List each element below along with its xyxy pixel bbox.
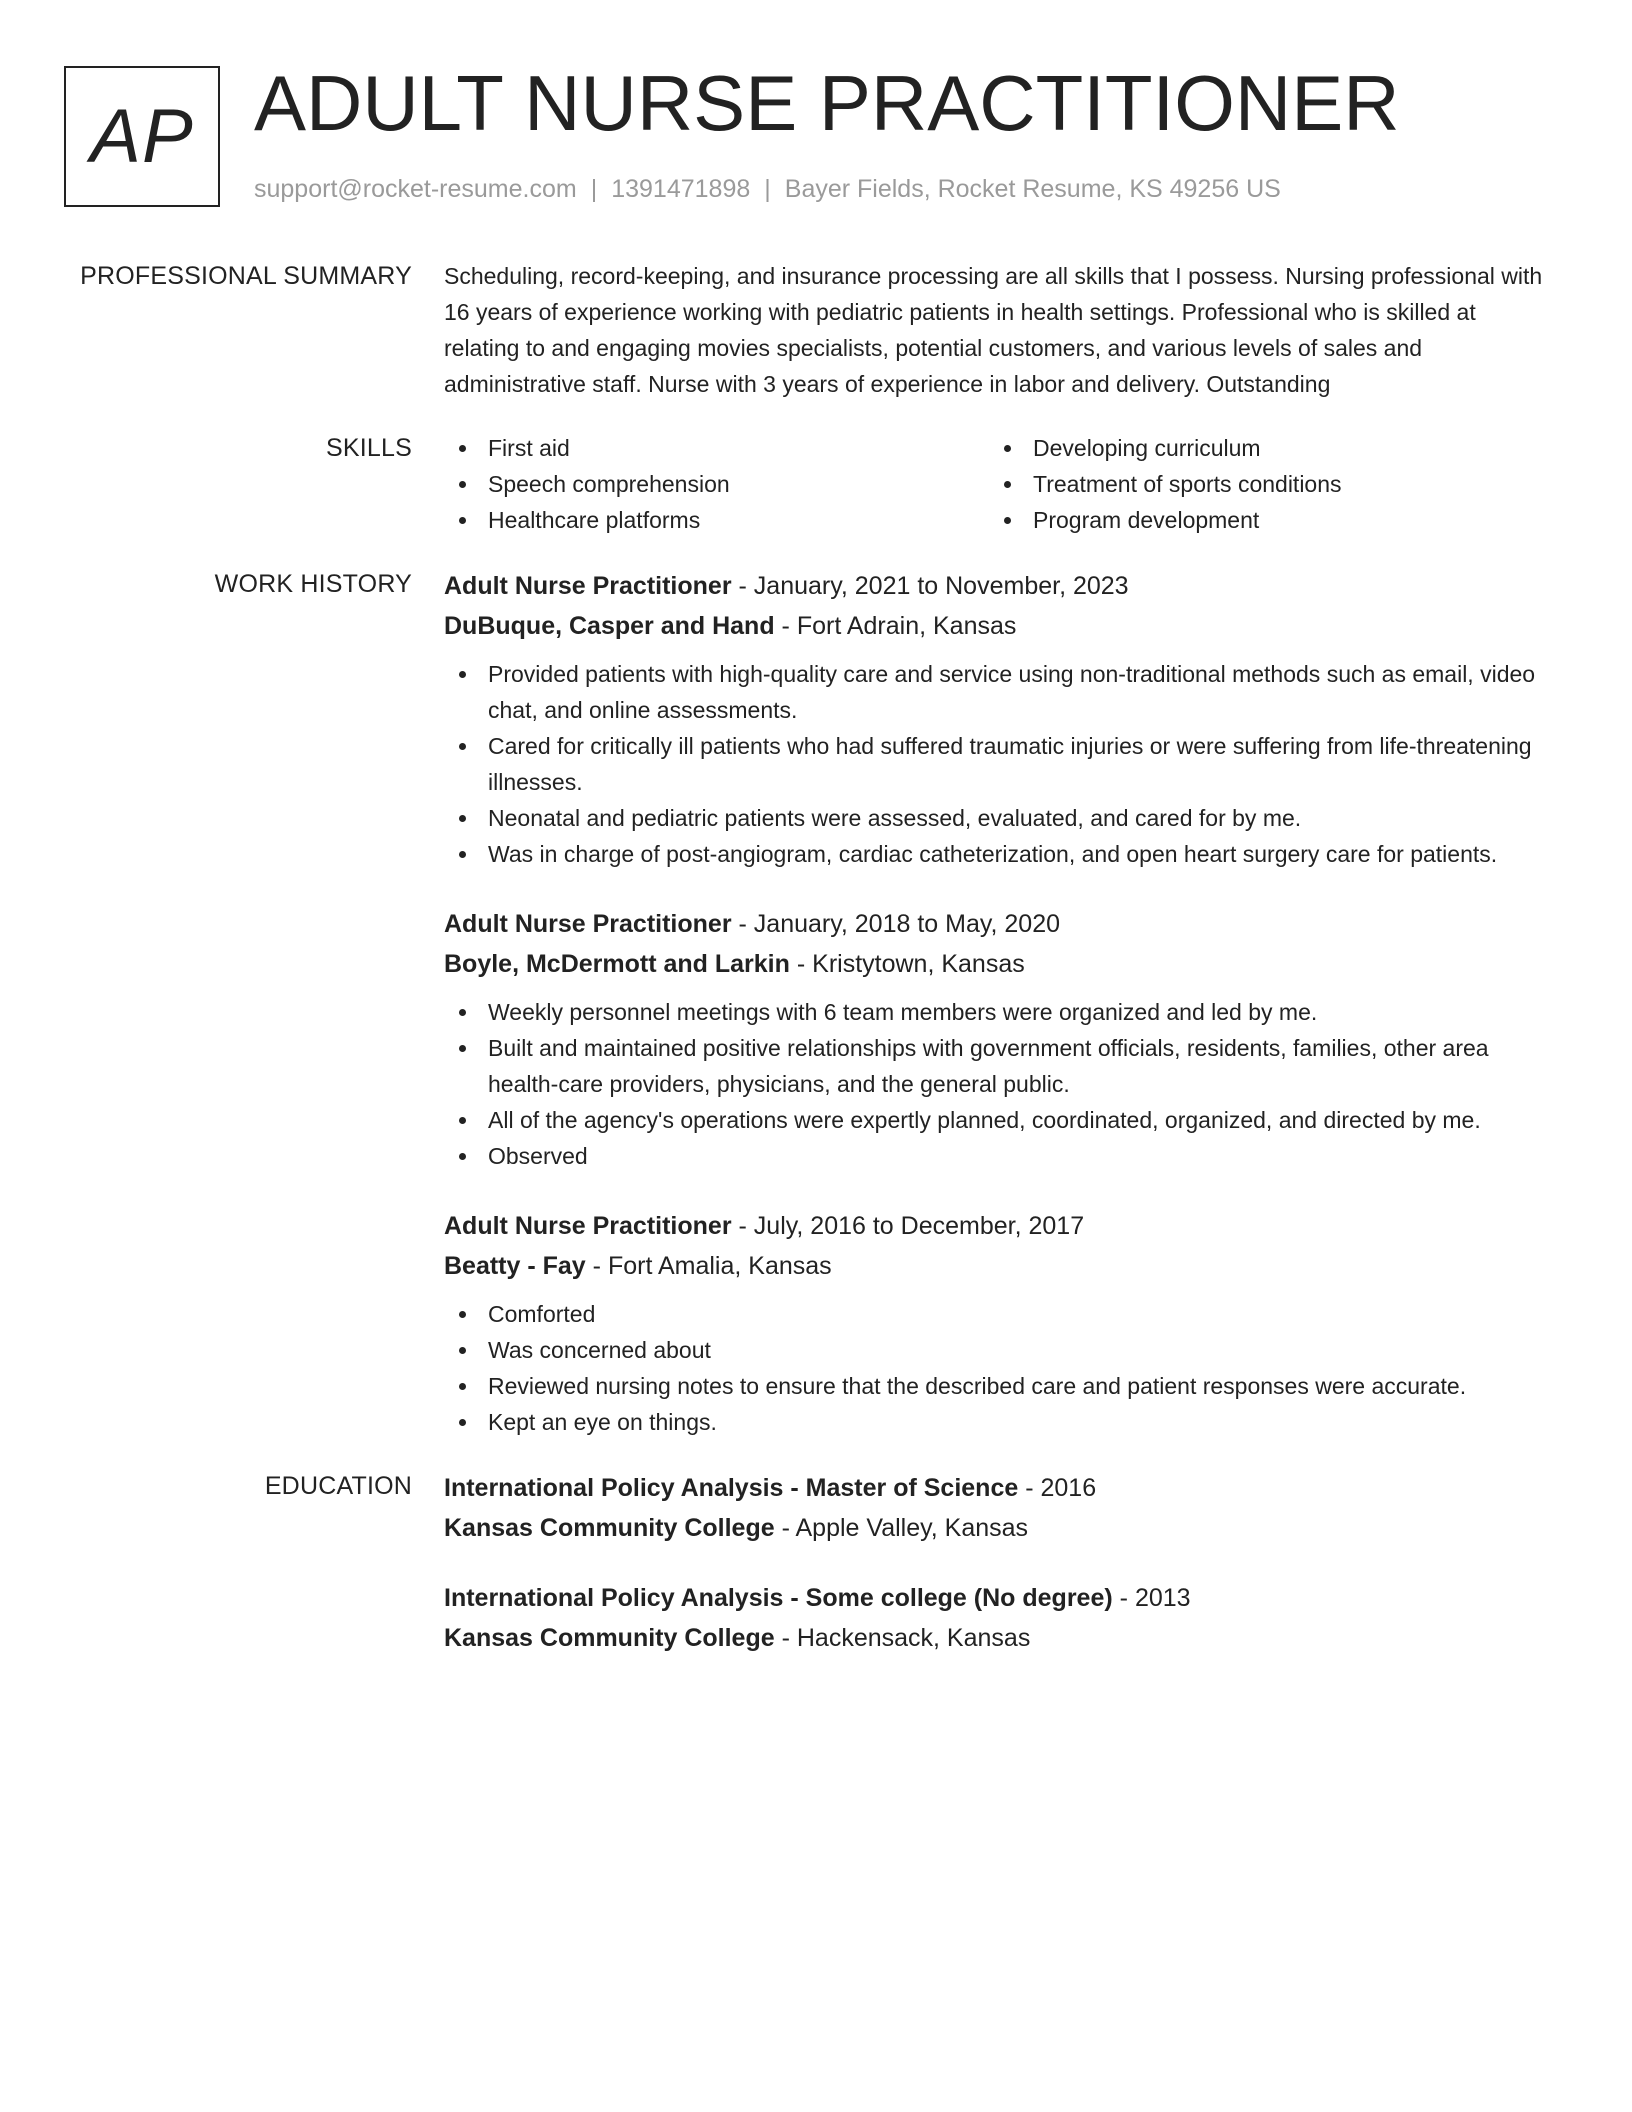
skills-list (444, 430, 1554, 538)
education-location: Apple Valley, Kansas (795, 1514, 1029, 1542)
education-location: Hackensack, Kansas (796, 1624, 1031, 1652)
education-school: Kansas Community College (444, 1624, 775, 1652)
job-company: Beatty - Fay (444, 1252, 586, 1280)
contact-separator: | (764, 175, 771, 203)
job-title: Adult Nurse Practitioner (444, 572, 732, 600)
section-education (0, 1468, 1632, 1658)
education-entry (444, 1578, 1554, 1658)
education-degree-line: International Policy Analysis - Master of Science - 2016 (444, 1474, 1097, 1502)
job-bullet: Comforted (444, 1296, 1554, 1332)
resume-content (0, 258, 1632, 1686)
contact-email: support@rocket-resume.com (254, 175, 577, 203)
skill-item: Developing curriculum (989, 430, 1534, 466)
job-company: Boyle, McDermott and Larkin (444, 950, 790, 978)
resume-title: ADULT NURSE PRACTITIONER (254, 59, 1400, 147)
job-bullet: Observed (444, 1138, 1554, 1174)
contact-phone: 1391471898 (611, 175, 751, 203)
job-company-line: DuBuque, Casper and Hand - Fort Adrain, Kansas (444, 612, 1017, 640)
job-dates: July, 2016 to December, 2017 (753, 1212, 1085, 1240)
section-work-history (0, 566, 1632, 1440)
job-title-line: Adult Nurse Practitioner - January, 2021 to November, 2023 (444, 572, 1129, 600)
contact-address: Bayer Fields, Rocket Resume, KS 49256 US (784, 175, 1281, 203)
education-year: 2016 (1040, 1474, 1097, 1502)
job-bullet: Weekly personnel meetings with 6 team members were organized and led by me. (444, 994, 1554, 1030)
job-title: Adult Nurse Practitioner (444, 910, 732, 938)
job-location: Fort Amalia, Kansas (607, 1252, 832, 1280)
section-label-work: WORK HISTORY (214, 570, 412, 598)
section-label-education: EDUCATION (264, 1472, 412, 1500)
education-school-line: Kansas Community College - Hackensack, Kansas (444, 1624, 1031, 1652)
job-entry (444, 566, 1554, 872)
education-school: Kansas Community College (444, 1514, 775, 1542)
skill-item: Healthcare platforms (444, 502, 989, 538)
section-label-summary: PROFESSIONAL SUMMARY (80, 262, 412, 290)
job-bullet: Reviewed nursing notes to ensure that the described care and patient responses were accurate. (444, 1368, 1554, 1404)
job-bullet: All of the agency's operations were expertly planned, coordinated, organized, and directed by me. (444, 1102, 1554, 1138)
job-bullet: Was concerned about (444, 1332, 1554, 1368)
section-professional-summary (0, 258, 1632, 402)
monogram-initials: AP (64, 66, 220, 207)
job-company-line: Boyle, McDermott and Larkin - Kristytown, Kansas (444, 950, 1025, 978)
skill-item: Program development (989, 502, 1534, 538)
job-dates: January, 2021 to November, 2023 (753, 572, 1129, 600)
job-title-line: Adult Nurse Practitioner - July, 2016 to December, 2017 (444, 1212, 1085, 1240)
skill-item: Speech comprehension (444, 466, 989, 502)
job-entry (444, 1206, 1554, 1440)
education-entry (444, 1468, 1554, 1548)
education-degree-line: International Policy Analysis - Some college (No degree) - 2013 (444, 1584, 1191, 1612)
job-title-line: Adult Nurse Practitioner - January, 2018 to May, 2020 (444, 910, 1061, 938)
job-entry (444, 904, 1554, 1174)
job-company-line: Beatty - Fay - Fort Amalia, Kansas (444, 1252, 832, 1280)
education-school-line: Kansas Community College - Apple Valley, Kansas (444, 1514, 1029, 1542)
education-degree: International Policy Analysis - Master of Science (444, 1474, 1019, 1502)
job-bullet: Neonatal and pediatric patients were assessed, evaluated, and cared for by me. (444, 800, 1554, 836)
section-skills (0, 430, 1632, 538)
job-bullet: Was in charge of post-angiogram, cardiac catheterization, and open heart surgery care for patients. (444, 836, 1554, 872)
job-title: Adult Nurse Practitioner (444, 1212, 732, 1240)
skill-item: First aid (444, 430, 989, 466)
job-bullets (444, 994, 1554, 1174)
job-bullets (444, 1296, 1554, 1440)
skill-item: Treatment of sports conditions (989, 466, 1534, 502)
job-bullets (444, 656, 1554, 872)
job-bullet: Built and maintained positive relationships with government officials, residents, families, other area health-care providers, physicians, and the general public. (444, 1030, 1554, 1102)
job-location: Kristytown, Kansas (812, 950, 1025, 978)
job-bullet: Kept an eye on things. (444, 1404, 1554, 1440)
job-company: DuBuque, Casper and Hand (444, 612, 775, 640)
job-dates: January, 2018 to May, 2020 (753, 910, 1061, 938)
job-bullet: Cared for critically ill patients who had suffered traumatic injuries or were suffering from life-threatening illnesses. (444, 728, 1554, 800)
contact-line (254, 174, 1281, 204)
job-location: Fort Adrain, Kansas (796, 612, 1017, 640)
section-label-skills: SKILLS (326, 434, 412, 462)
contact-separator: | (590, 175, 598, 203)
education-year: 2013 (1134, 1584, 1191, 1612)
summary-text: Scheduling, record-keeping, and insurance processing are all skills that I possess. Nursing professional with 16 years of experience working with pediatric patients in health settings. Professional who is skilled at relating to and engaging movies specialists, potential customers, and various levels of sales and administrative staff. Nurse with 3 years of experience in labor and delivery. Outstanding (444, 263, 1543, 397)
education-degree: International Policy Analysis - Some college (No degree) (444, 1584, 1113, 1612)
job-bullet: Provided patients with high-quality care and service using non-traditional methods such as email, video chat, and online assessments. (444, 656, 1554, 728)
